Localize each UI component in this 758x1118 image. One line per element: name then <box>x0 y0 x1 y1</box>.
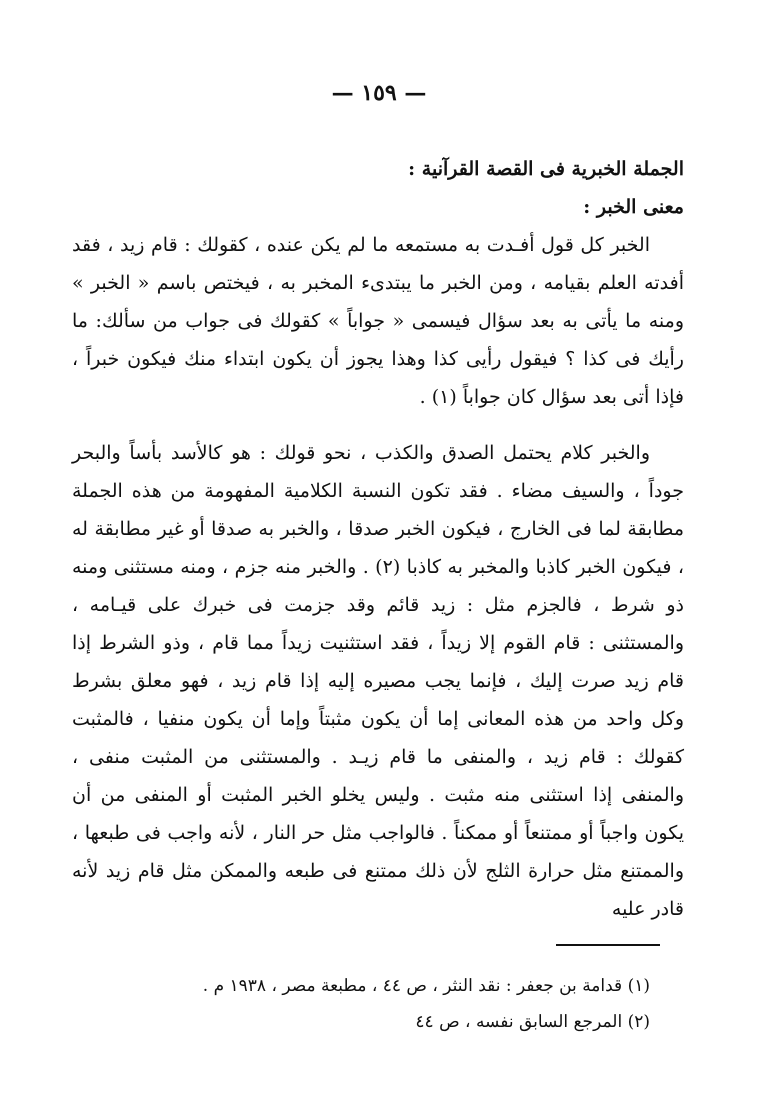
paragraph-2: والخبر كلام يحتمل الصدق والكذب ، نحو قولك : هو كالأسد بأساً والبحر جوداً ، والسيف مضاء . فقد تكون النسبة الكلامية المفهومة من هذه الجملة مطابقة لما فى الخارج ، فيكون الخبر صدقا ، والخبر به صدقا أو غير مطابقة له ، فيكون الخبر كاذبا والمخبر به كاذبا (٢) . والخبر منه جزم ، ومنه مستثنى ومنه ذو شرط ، فالجزم مثل : زيد قائم وقد جزمت فى خبرك على قيـامه ، والمستثنى : قام القوم إلا زيداً ، فقد استثنيت زيداً مما قام ، وذو الشرط إذا قام زيد صرت إليك ، فإنما يجب مصيره إليه إذا قام زيد ، فهو معلق بشرط وكل واحد من هذه المعانى إما أن يكون مثبتاً وإما أن يكون منفيا ، فالمثبت كقولك : قام زيد ، والمنفى ما قام زيـد . والمستثنى من المثبت منفى ، والمنفى إذا استثنى منه مثبت . وليس يخلو الخبر المثبت أو المنفى من أن يكون واجباً أو ممتنعاً أو ممكناً . فالواجب مثل حر النار ، لأنه واجب فى طبعها ، والممتنع مثل حرارة الثلج لأن ذلك ممتنع فى طبعه والممكن مثل قام زيد لأنه قادر عليه <box>72 442 684 920</box>
footnote-divider <box>556 944 660 946</box>
section-heading: الجملة الخبرية فى القصة القرآنية : <box>408 158 684 180</box>
section-subheading: معنى الخبر : <box>583 196 684 218</box>
page-number: — ١٥٩ — <box>331 80 427 106</box>
footnotes <box>130 968 650 1040</box>
footnote-1: (١) قدامة بن جعفر : نقد النثر ، ص ٤٤ ، مطبعة مصر ، ١٩٣٨ م . <box>202 976 650 996</box>
footnote-2: (٢) المرجع السابق نفسه ، ص ٤٤ <box>415 1012 650 1032</box>
paragraph-1: الخبر كل قول أفـدت به مستمعه ما لم يكن عنده ، كقولك : قام زيد ، فقد أفدته العلم بقيامه ، ومن الخبر ما يبتدىء المخبر به ، فيختص باسم « الخبر » ومنه ما يأتى به بعد سؤال فيسمى « جواباً » كقولك فى جواب من سألك: ما رأيك فى كذا ؟ فيقول رأيى كذا وهذا يجوز أن يكون ابتداء منك فيكون خبراً ، فإذا أتى بعد سؤال كان جواباً (١) . <box>72 234 684 408</box>
main-text <box>72 150 684 928</box>
